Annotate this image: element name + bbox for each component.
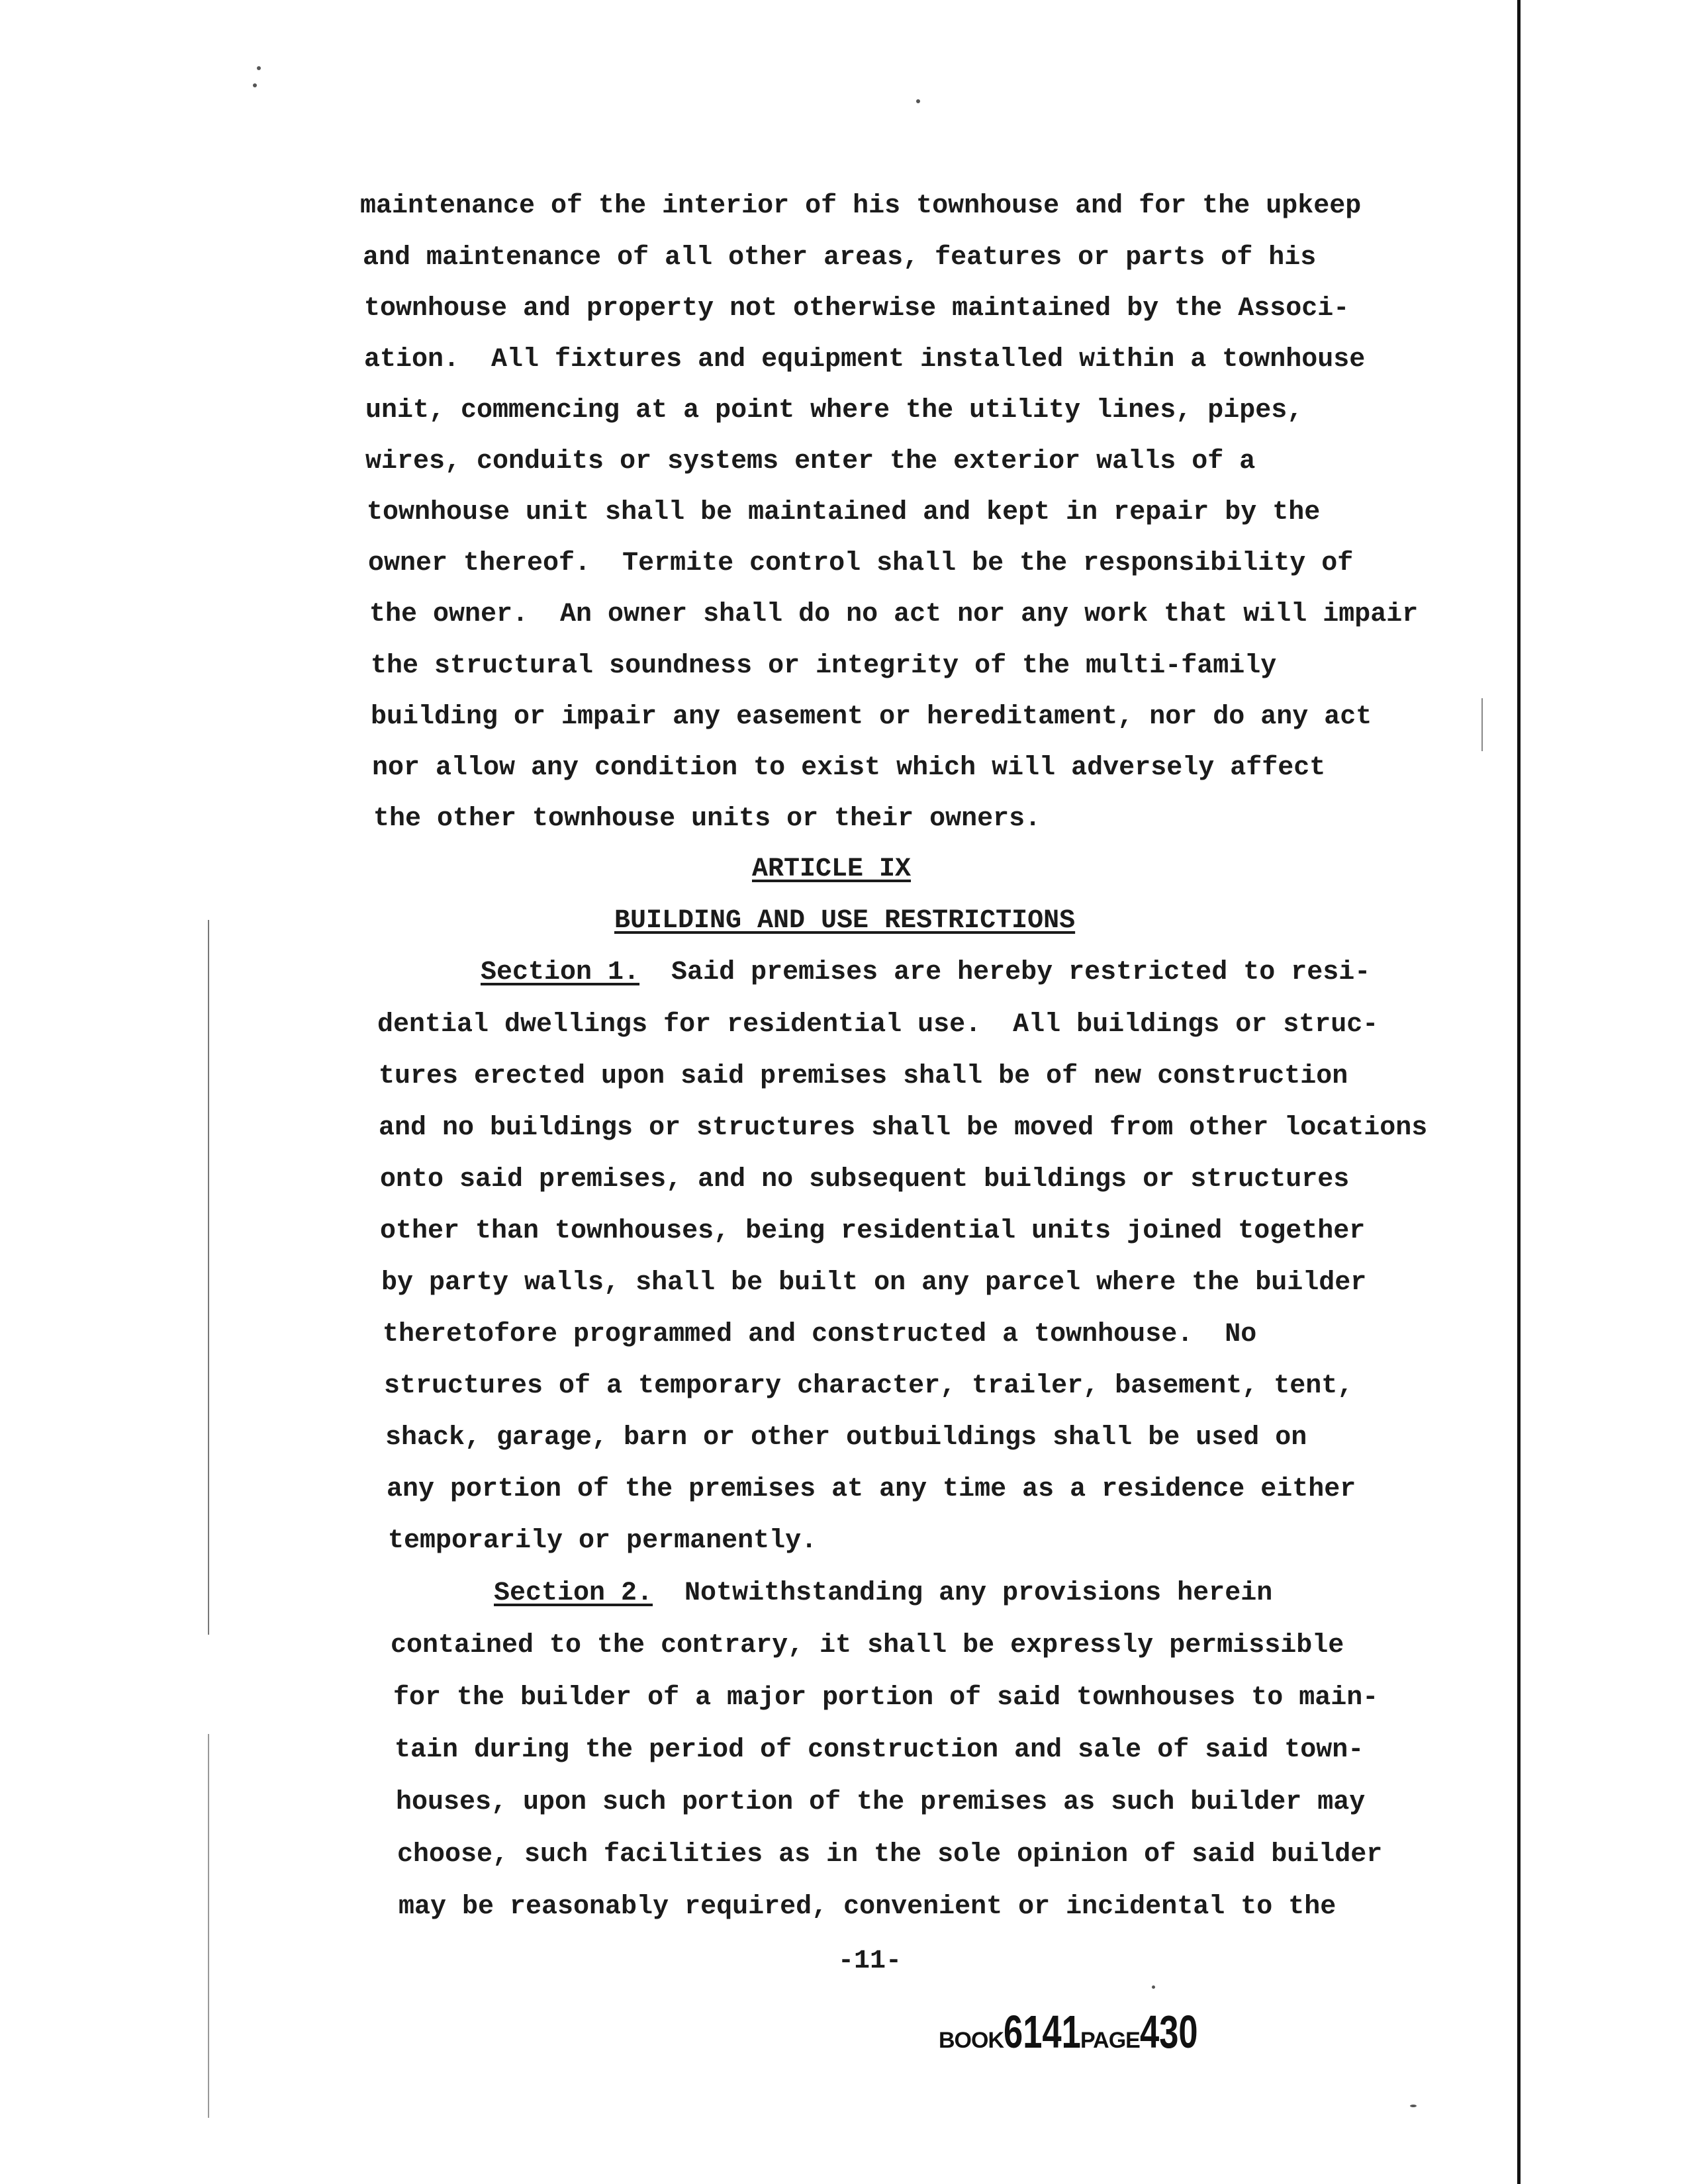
body-text-line: contained to the contrary, it shall be expressly permissible <box>391 1631 1344 1661</box>
page-label: PAGE <box>1080 2028 1140 2053</box>
body-text-line: nor allow any condition to exist which will adversely affect <box>372 753 1326 783</box>
body-text-line: tures erected upon said premises shall be of new construction <box>379 1062 1348 1091</box>
scan-speck <box>257 66 261 70</box>
scan-artifact-line <box>208 1734 209 2118</box>
scan-artifact-line <box>208 920 209 1635</box>
body-text-line: temporarily or permanently. <box>388 1526 818 1556</box>
body-text-line: the owner. An owner shall do no act nor any work that will impair <box>369 600 1419 629</box>
body-text-line: building or impair any easement or hereditament, nor do any act <box>371 702 1372 732</box>
section-2-first-line <box>494 1580 1272 1607</box>
scan-speck <box>253 83 257 87</box>
page-number: -11- <box>838 1946 902 1976</box>
body-text-line: may be reasonably required, convenient or incidental to the <box>399 1892 1336 1922</box>
body-text-line: tain during the period of construction and sale of said town- <box>395 1735 1364 1765</box>
scan-artifact-line <box>1481 698 1483 751</box>
body-text-line: maintenance of the interior of his townhouse and for the upkeep <box>360 191 1362 221</box>
body-text-line: by party walls, shall be built on any parcel where the builder <box>381 1268 1367 1298</box>
book-number: 6141 <box>1004 2006 1081 2058</box>
body-text-line: ation. All fixtures and equipment installed within a townhouse <box>364 345 1366 375</box>
section-2-first-line-text: Notwithstanding any provisions herein <box>653 1578 1273 1608</box>
body-text-line: shack, garage, barn or other outbuildings shall be used on <box>385 1423 1307 1453</box>
scan-edge-line <box>1517 0 1521 2184</box>
body-text-line: owner thereof. Termite control shall be the responsibility of <box>368 549 1354 578</box>
section-1-label: Section 1. <box>481 958 640 987</box>
body-text-line: townhouse unit shall be maintained and kept in repair by the <box>367 498 1321 527</box>
body-text-line: unit, commencing at a point where the utility lines, pipes, <box>365 396 1303 426</box>
body-text-line: houses, upon such portion of the premises as such builder may <box>396 1788 1366 1817</box>
section-1-first-line-text: Said premises are hereby restricted to resi- <box>639 958 1371 987</box>
article-title: ARTICLE IX <box>752 854 912 884</box>
article-subtitle: BUILDING AND USE RESTRICTIONS <box>614 906 1076 936</box>
body-text-line: other than townhouses, being residential units joined together <box>380 1216 1366 1246</box>
body-text-line: choose, such facilities as in the sole opinion of said builder <box>397 1840 1383 1870</box>
body-text-line: for the builder of a major portion of said townhouses to main- <box>393 1683 1379 1713</box>
body-text-line: townhouse and property not otherwise maintained by the Associ- <box>364 294 1350 324</box>
scan-speck <box>1152 1985 1155 1989</box>
body-text-line: onto said premises, and no subsequent buildings or structures <box>380 1165 1350 1195</box>
body-text-line: the structural soundness or integrity of the multi-family <box>371 651 1277 681</box>
section-2-label: Section 2. <box>494 1578 653 1608</box>
stamp-page-number: 430 <box>1139 2006 1198 2058</box>
scan-speck <box>1410 2105 1417 2107</box>
section-1-first-line <box>481 960 1370 986</box>
body-text-line: and no buildings or structures shall be moved from other locations <box>379 1113 1428 1143</box>
book-label: BOOK <box>939 2028 1004 2053</box>
body-text-line: any portion of the premises at any time as a residence either <box>387 1475 1356 1504</box>
recording-stamp <box>939 2005 1217 2058</box>
body-text-line: the other townhouse units or their owners. <box>373 804 1041 834</box>
body-text-line: dential dwellings for residential use. All buildings or struc- <box>377 1010 1379 1040</box>
body-text-line: theretofore programmed and constructed a townhouse. No <box>383 1320 1257 1349</box>
body-text-line: structures of a temporary character, trailer, basement, tent, <box>384 1371 1354 1401</box>
body-text-line: and maintenance of all other areas, features or parts of his <box>363 243 1317 273</box>
scan-speck <box>916 99 920 103</box>
body-text-line: wires, conduits or systems enter the exterior walls of a <box>365 447 1256 477</box>
